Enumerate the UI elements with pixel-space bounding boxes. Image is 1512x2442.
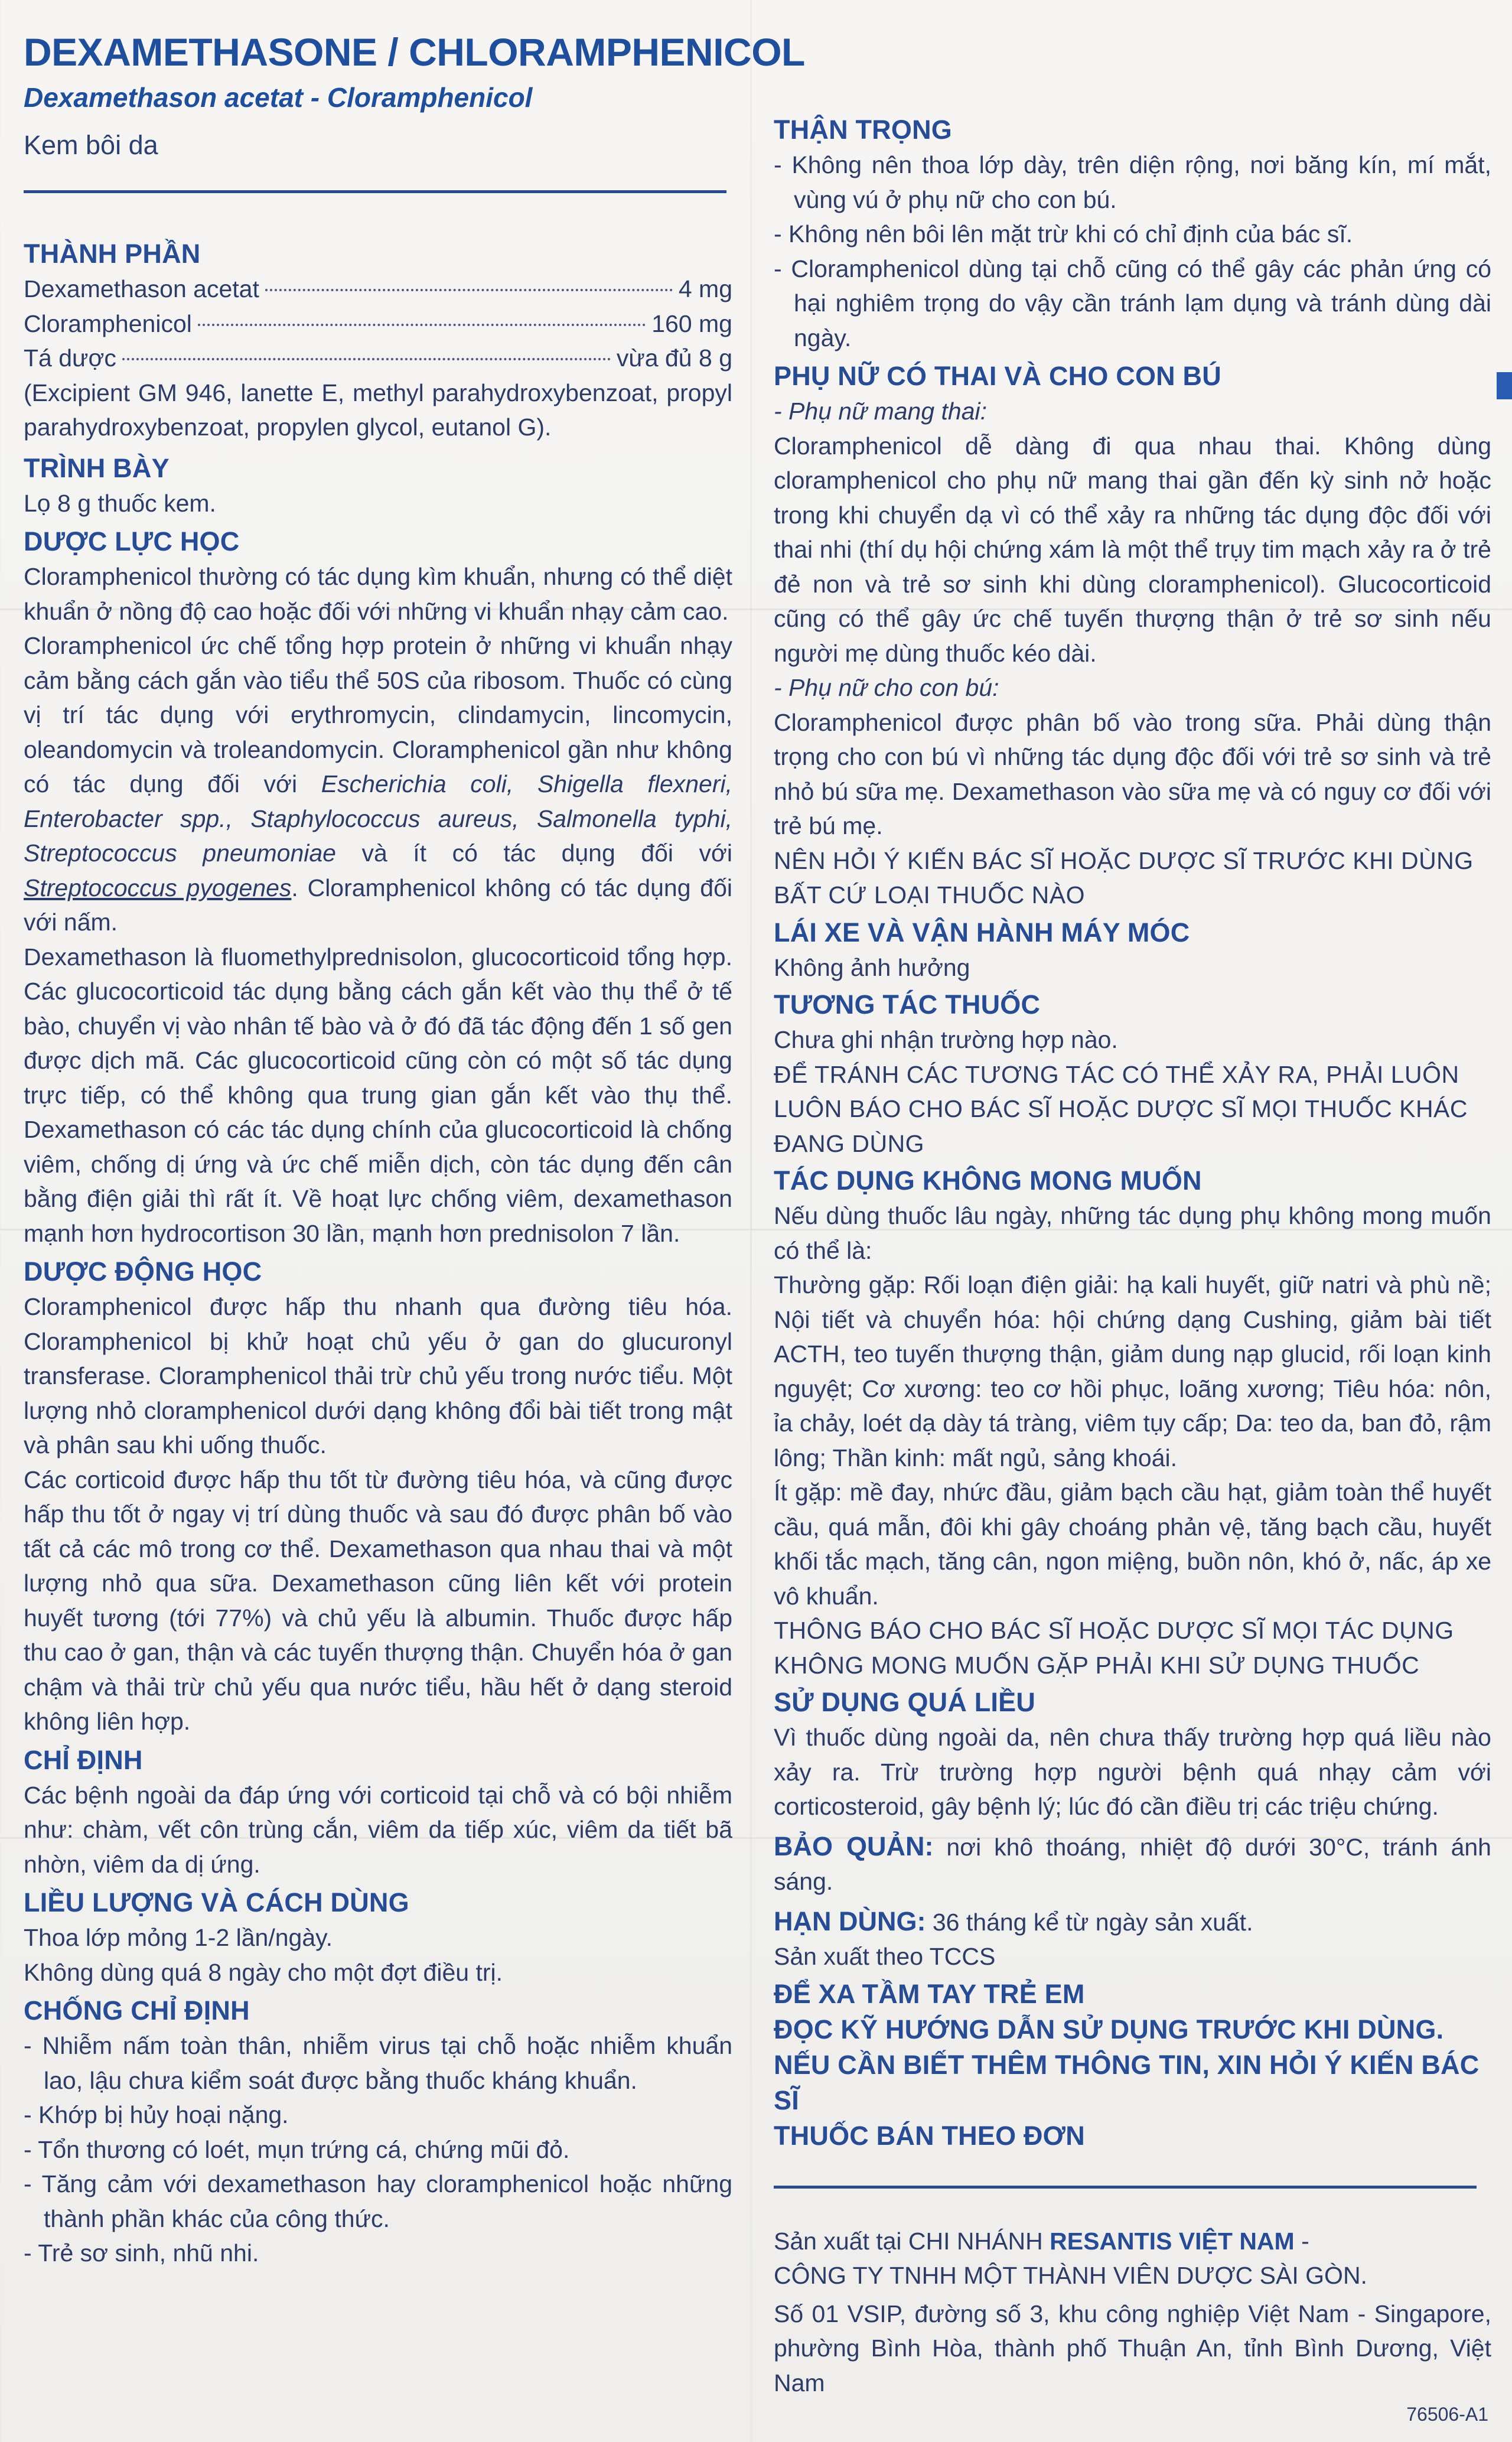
section-heading: LÁI XE VÀ VẬN HÀNH MÁY MÓC [774, 917, 1190, 948]
section-warnings [774, 1977, 1491, 2154]
section-precautions [774, 112, 1491, 355]
section-side-effects [774, 1163, 1491, 1682]
section-interactions [774, 987, 1491, 1161]
section-manufacturer [774, 2224, 1491, 2401]
notice-text: NÊN HỎI Ý KIẾN BÁC SĨ HOẶC DƯỢC SĨ TRƯỚC KHI DÙNG BẤT CỨ LOẠI THUỐC NÀO [774, 846, 1474, 909]
list-item: - Tổn thương có loét, mụn trứng cá, chứng mũi đỏ. [24, 2135, 570, 2163]
subheading: - Phụ nữ cho con bú: [774, 674, 999, 701]
paragraph: Cloramphenicol ức chế tổng hợp protein ở những vi khuẩn nhạy cảm bằng cách gắn vào tiểu thể 50S của ribosom. Thuốc có cùng vị trí tác dụng với erythromycin, clindamycin, lincomycin, oleandomycin và troleandomycin. Cloramphenicol gần như không có tác dụng đối với Escherichia coli, Shigella flexneri, Enterobacter spp., Staphylococcus aureus, Salmonella typhi, Streptococcus pneumoniae và ít có tác dụng đối với Streptococcus pyogenes. Cloramphenicol không có tác dụng đối với nấm. [24, 632, 732, 936]
list-item: - Nhiễm nấm toàn thân, nhiễm virus tại chỗ hoặc nhiễm khuẩn lao, lậu chưa kiểm soát được bằng thuốc kháng khuẩn. [24, 2032, 732, 2094]
section-heading: THÀNH PHẦN [24, 239, 201, 269]
warning-line: NẾU CẦN BIẾT THÊM THÔNG TIN, XIN HỎI Ý KIẾN BÁC SĨ [774, 2049, 1480, 2115]
section-heading: DƯỢC LỰC HỌC [24, 526, 240, 556]
section-heading: PHỤ NỮ CÓ THAI VÀ CHO CON BÚ [774, 361, 1221, 391]
section-heading: TRÌNH BÀY [24, 452, 170, 483]
section-overdose [774, 1685, 1491, 1824]
section-heading: CHỐNG CHỈ ĐỊNH [24, 1995, 250, 2026]
standard-text: Sản xuất theo TCCS [774, 1943, 996, 1970]
paragraph: Ít gặp: mề đay, nhức đầu, giảm bạch cầu hạt, giảm toàn thể huyết cầu, quá mẫn, đôi khi gây choáng phản vệ, tăng bạch cầu, huyết khối tắc mạch, tăng cân, ngon miệng, buồn nôn, khó ở, nấc, áp xe vô khuẩn. [774, 1479, 1491, 1610]
list-item: - Khớp bị hủy hoại nặng. [24, 2101, 289, 2128]
presentation-text: Lọ 8 g thuốc kem. [24, 489, 216, 517]
drug-title: DEXAMETHASONE / CHLORAMPHENICOL [24, 30, 805, 74]
manufacturer-line: Sản xuất tại CHI NHÁNH RESANTIS VIỆT NAM - [774, 2227, 1309, 2255]
section-contraindications [24, 1993, 732, 2271]
header-divider [24, 190, 726, 193]
paragraph: Cloramphenicol thường có tác dụng kìm khuẩn, nhưng có thể diệt khuẩn ở nồng độ cao hoặc đối với những vi khuẩn nhạy cảm cao. [24, 563, 732, 625]
subheading: - Phụ nữ mang thai: [774, 398, 988, 425]
dosage-form: Kem bôi da [24, 130, 158, 160]
section-pharmacodynamics [24, 524, 732, 1251]
ingredient-row: Dexamethason acetat 4 mg [24, 275, 732, 302]
paragraph: Thường gặp: Rối loạn điện giải: hạ kali huyết, giữ natri và phù nề; Nội tiết và chuyển hóa: hội chứng dạng Cushing, giảm bài tiết ACTH, teo tuyến thượng thận, giảm dung nạp glucid, rối loạn kinh nguyệt; Cơ xương: teo cơ hồi phục, loãng xương; Tiêu hóa: nôn, ỉa chảy, loét dạ dày tá tràng, viêm tụy cấp; Da: teo da, ban đỏ, rậm lông; Thần kinh: mất ngủ, sảng khoái. [774, 1271, 1491, 1471]
list-item: - Không nên bôi lên mặt trừ khi có chỉ định của bác sĩ. [774, 220, 1353, 248]
section-shelf-life [774, 1904, 1491, 1974]
section-composition [24, 236, 732, 445]
paragraph: Các bệnh ngoài da đáp ứng với corticoid tại chỗ và có bội nhiễm như: chàm, vết côn trùng cắn, viêm da tiếp xúc, viêm da tiết bã nhờn, viêm da dị ứng. [24, 1781, 732, 1878]
section-heading: SỬ DỤNG QUÁ LIỀU [774, 1687, 1036, 1717]
section-dosage [24, 1885, 732, 1990]
paragraph: Cloramphenicol dễ dàng đi qua nhau thai. Không dùng cloramphenicol cho phụ nữ mang thai gần đến kỳ sinh nở hoặc trong khi chuyển dạ vì có thể xảy ra những tác dụng độc đối với thai nhi (thí dụ hội chứng xám là một thể trụy tim mạch xảy ra ở trẻ đẻ non và trẻ sơ sinh khi dùng cloramphenicol). Glucocorticoid cũng có thể gây ức chế tuyến thượng thận ở trẻ sơ sinh nếu người mẹ dùng thuốc kéo dài. [774, 432, 1491, 667]
section-pregnancy [774, 359, 1491, 913]
ingredient-row: Cloramphenicol 160 mg [24, 310, 732, 337]
manufacturer-line: CÔNG TY TNHH MỘT THÀNH VIÊN DƯỢC SÀI GÒN. [774, 2262, 1367, 2289]
warning-line: ĐỂ XA TẦM TAY TRẺ EM [774, 1978, 1085, 2009]
paragraph: Các corticoid được hấp thu tốt từ đường tiêu hóa, và cũng được hấp thu tốt ở ngay vị trí dùng thuốc và sau đó được phân bố vào tất cả các mô trong cơ thể. Dexamethason qua nhau thai và một lượng nhỏ qua sữa. Dexamethason cũng liên kết với protein huyết tương (tới 77%) và chủ yếu là albumin. Thuốc được hấp thu cao ở gan, thận và các tuyến thượng thận. Chuyển hóa ở gan chậm và thải trừ chủ yếu qua nước tiểu, hầu hết ở dạng steroid không liên hợp. [24, 1466, 732, 1735]
section-presentation [24, 451, 732, 521]
section-storage [774, 1829, 1491, 1899]
left-column [24, 236, 732, 2271]
leaflet-code: 76506-A1 [1406, 2404, 1488, 2425]
dosage-line: Không dùng quá 8 ngày cho một đợt điều trị. [24, 1958, 503, 1986]
section-heading: TƯƠNG TÁC THUỐC [774, 989, 1041, 1020]
section-heading: TÁC DỤNG KHÔNG MONG MUỐN [774, 1165, 1202, 1196]
paragraph: Không ảnh hưởng [774, 953, 970, 981]
notice-text: THÔNG BÁO CHO BÁC SĨ HOẶC DƯỢC SĨ MỌI TÁC DỤNG KHÔNG MONG MUỐN GẶP PHẢI KHI SỬ DỤNG THUỐC [774, 1617, 1454, 1679]
list-item: - Tăng cảm với dexamethason hay cloramphenicol hoặc những thành phần khác của công thức. [24, 2170, 732, 2232]
section-heading: LIỀU LƯỢNG VÀ CÁCH DÙNG [24, 1887, 409, 1917]
section-heading: THẬN TRỌNG [774, 115, 952, 145]
fold-crease [750, 0, 752, 2442]
warning-line: THUỐC BÁN THEO ĐƠN [774, 2120, 1085, 2151]
paragraph: Cloramphenicol được hấp thu nhanh qua đường tiêu hóa. Cloramphenicol bị khử hoạt chủ yếu ở gan do glucuronyl transferase. Cloramphenicol thải trừ chủ yếu trong nước tiểu. Một lượng nhỏ cloramphenicol dưới dạng không đổi bài tiết trong mật và phân sau khi uống thuốc. [24, 1293, 732, 1458]
paragraph: Nếu dùng thuốc lâu ngày, những tác dụng phụ không mong muốn có thể là: [774, 1202, 1491, 1264]
notice-text: ĐỂ TRÁNH CÁC TƯƠNG TÁC CÓ THỂ XẢY RA, PHẢI LUÔN LUÔN BÁO CHO BÁC SĨ HOẶC DƯỢC SĨ MỌI THUỐC KHÁC ĐANG DÙNG [774, 1060, 1468, 1157]
paragraph: BẢO QUẢN: nơi khô thoáng, nhiệt độ dưới 30°C, tránh ánh sáng. [774, 1831, 1491, 1895]
section-heading: DƯỢC ĐỘNG HỌC [24, 1256, 262, 1287]
paragraph: Dexamethason là fluomethylprednisolon, glucocorticoid tổng hợp. Các glucocorticoid tác dụng bằng cách gắn kết vào thụ thể ở tế bào, chuyển vị vào nhân tế bào và ở đó đã tác động đến 1 số gen được dịch mã. Các glucocorticoid cũng còn có một số tác dụng trực tiếp, có thể không qua trung gian gắn kết vào thụ thể. Dexamethason có các tác dụng chính của glucocorticoid là chống viêm, chống dị ứng và ức chế miễn dịch, còn tác dụng đến cân bằng điện giải thì rất ít. Về hoạt lực chống viêm, dexamethason mạnh hơn hydrocortison 30 lần, mạnh hơn prednisolon 7 lần. [24, 943, 732, 1247]
warning-line: ĐỌC KỸ HƯỚNG DẪN SỬ DỤNG TRƯỚC KHI DÙNG. [774, 2014, 1444, 2044]
drug-subtitle: Dexamethason acetat - Cloramphenicol [24, 82, 533, 113]
list-item: - Cloramphenicol dùng tại chỗ cũng có thể gây các phản ứng có hại nghiêm trọng do vậy cần tránh lạm dụng và tránh dùng dài ngày. [774, 255, 1491, 351]
section-heading: CHỈ ĐỊNH [24, 1744, 143, 1775]
paragraph: Vì thuốc dùng ngoài da, nên chưa thấy trường hợp quá liều nào xảy ra. Trừ trường hợp người bệnh quá nhạy cảm với corticosteroid, gây bệnh lý; lúc đó cần điều trị các triệu chứng. [774, 1724, 1491, 1820]
excipient-list: (Excipient GM 946, lanette E, methyl parahydroxybenzoat, propyl parahydroxybenzoat, propylen glycol, eutanol G). [24, 379, 732, 441]
footer-divider [774, 2186, 1477, 2189]
list-item: - Không nên thoa lớp dày, trên diện rộng, nơi băng kín, mí mắt, vùng vú ở phụ nữ cho con bú. [774, 151, 1491, 213]
list-item: - Trẻ sơ sinh, nhũ nhi. [24, 2239, 259, 2267]
paragraph: HẠN DÙNG: 36 tháng kể từ ngày sản xuất. [774, 1906, 1253, 1936]
paragraph: Cloramphenicol được phân bố vào trong sữa. Phải dùng thận trọng cho con bú vì những tác dụng độc đối với trẻ sơ sinh và trẻ nhỏ bú sữa mẹ. Dexamethason vào sữa mẹ và có nguy cơ đối với trẻ bú mẹ. [774, 708, 1491, 839]
section-driving [774, 915, 1491, 985]
section-pharmacokinetics [24, 1254, 732, 1739]
manufacturer-address: Số 01 VSIP, đường số 3, khu công nghiệp Việt Nam - Singapore, phường Bình Hòa, thành phố Thuận An, tỉnh Bình Dương, Việt Nam [774, 2300, 1491, 2397]
section-indications [24, 1743, 732, 1882]
dosage-line: Thoa lớp mỏng 1-2 lần/ngày. [24, 1924, 333, 1951]
ingredient-row: Tá dược vừa đủ 8 g [24, 344, 732, 372]
edge-marker [1497, 372, 1512, 399]
paragraph: Chưa ghi nhận trường hợp nào. [774, 1026, 1118, 1053]
right-column [774, 112, 1491, 2400]
